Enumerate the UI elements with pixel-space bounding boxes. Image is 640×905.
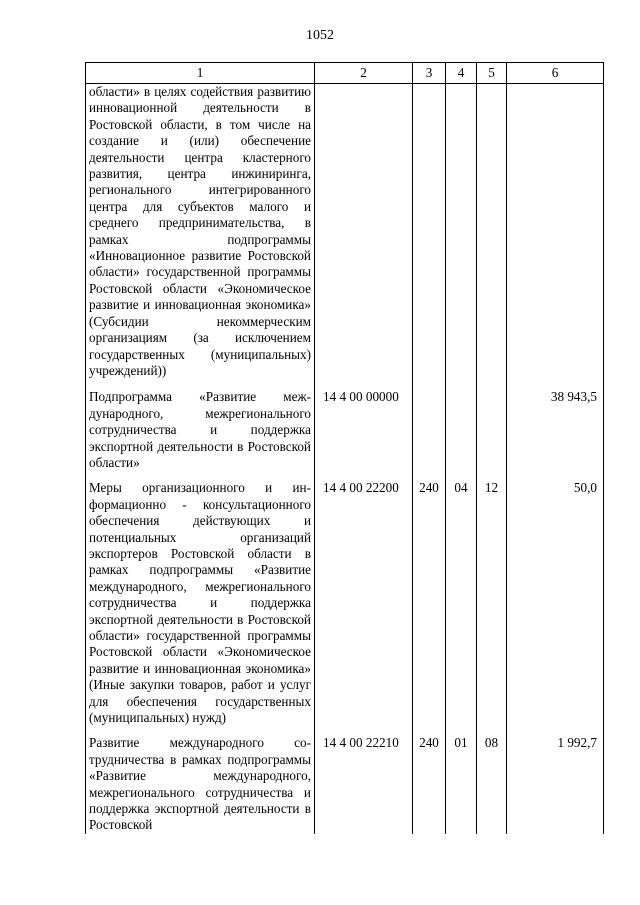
table-row <box>86 735 604 833</box>
page-number: 1052 <box>306 28 334 43</box>
row-description: Развитие международного сотрудничества в рамках подпрограммы «Развитие международного, межрегионального сотрудничества и поддержка экспортной деятельности в Ростовской <box>86 735 315 833</box>
header-col-5: 5 <box>477 63 507 84</box>
header-col-6: 6 <box>507 63 604 84</box>
row-col4 <box>446 389 477 480</box>
header-col-4: 4 <box>446 63 477 84</box>
table-row <box>86 389 604 480</box>
row-amount: 38 943,5 <box>507 389 604 480</box>
header-col-2: 2 <box>315 63 413 84</box>
row-code: 14 4 00 22210 <box>315 735 413 833</box>
row-col4: 01 <box>446 735 477 833</box>
budget-table <box>85 62 604 834</box>
row-col3: 240 <box>413 480 446 735</box>
table-row <box>86 480 604 735</box>
row-code: 14 4 00 22200 <box>315 480 413 735</box>
row-col3 <box>413 84 446 390</box>
row-amount <box>507 84 604 390</box>
row-col3: 240 <box>413 735 446 833</box>
row-description: Подпрограмма «Развитие международного, межрегионального сотрудничества и поддержка экспортной деятельности в Ростовской области» <box>86 389 315 480</box>
row-col4: 04 <box>446 480 477 735</box>
row-description: области» в целях содействия развитию инновационной деятельности в Ростовской области, в том числе на создание и (или) обеспечение деятельности центра кластерного развития, центра инжиниринга, регионального интегрированного центра для субъектов малого и среднего предпринимательства, в рамках подпрограммы «Инновационное развитие Ростовской области» государственной программы Ростовской области «Экономическое развитие и инновационная экономика» (Субсидии некоммерческим организациям (за исключением государственных (муниципальных) учреждений)) <box>86 84 315 390</box>
row-amount: 1 992,7 <box>507 735 604 833</box>
header-col-3: 3 <box>413 63 446 84</box>
table-row <box>86 84 604 390</box>
row-col5 <box>477 84 507 390</box>
row-col5 <box>477 389 507 480</box>
header-col-1: 1 <box>86 63 315 84</box>
row-col4 <box>446 84 477 390</box>
row-amount: 50,0 <box>507 480 604 735</box>
row-code: 14 4 00 00000 <box>315 389 413 480</box>
row-col5: 08 <box>477 735 507 833</box>
row-col3 <box>413 389 446 480</box>
row-description: Меры организационного и информационно - консультационного обеспечения действующих и потенциальных организаций экспортеров Ростовской области в рамках подпрограммы «Развитие международного, межрегионального сотрудничества и поддержка экспортной деятельности в Ростовской области» государственной программы Ростовской области «Экономическое развитие и инновационная экономика» (Иные закупки товаров, работ и услуг для обеспечения государственных (муниципальных) нужд) <box>86 480 315 735</box>
row-col5: 12 <box>477 480 507 735</box>
row-code <box>315 84 413 390</box>
table-header <box>86 63 604 84</box>
